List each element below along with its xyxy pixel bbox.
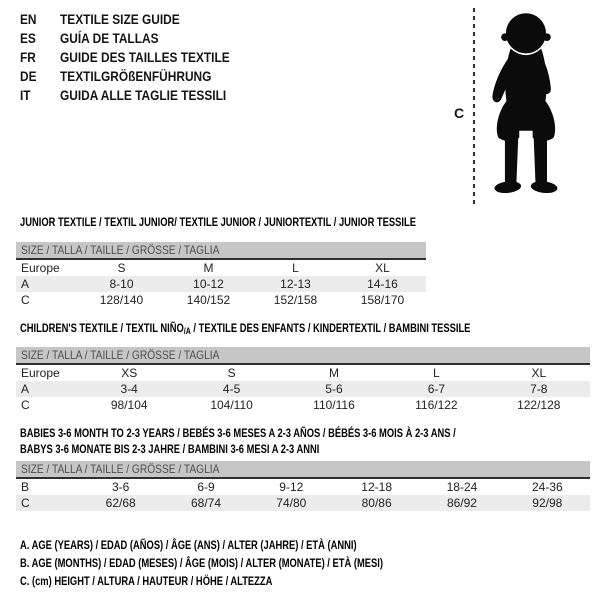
junior-section-title [20, 214, 528, 230]
row-label: Europe [21, 261, 60, 275]
language-label: TEXTILGRÖßENFÜHRUNG [60, 68, 212, 84]
language-code: IT [20, 87, 31, 103]
height-cell: 140/152 [186, 293, 231, 307]
row-label: A [16, 276, 78, 292]
height-cell: 110/116 [313, 398, 355, 412]
legend-line-b-text: B. AGE (MONTHS) / EDAD (MESES) / ÂGE (MOIS) / ALTER (MONATE) / ETÀ (MESI) [20, 556, 383, 570]
baby-silhouette-image [482, 7, 568, 203]
row-label: A [16, 381, 78, 397]
height-cell: 62/68 [78, 495, 163, 511]
language-row-en [20, 10, 260, 29]
junior-size-table [16, 258, 426, 308]
legend-line-c [20, 572, 485, 590]
age-cell: 9-12 [279, 480, 304, 494]
height-measure-label-c: C [454, 105, 465, 121]
height-cell: 116/122 [415, 398, 458, 412]
children-section-title [20, 320, 597, 339]
size-cell: S [117, 261, 126, 275]
language-row-de [20, 67, 260, 86]
children-size-table [16, 363, 590, 413]
babies-section-title [20, 425, 579, 457]
language-row-es [20, 29, 260, 48]
size-header-bar [16, 347, 590, 363]
age-cell: 12-18 [361, 480, 392, 494]
language-code: EN [20, 11, 37, 27]
table-row-age [16, 276, 426, 292]
age-cell: 4-5 [180, 381, 282, 397]
table-row-height [16, 292, 426, 308]
age-cell: 12-13 [252, 276, 339, 292]
size-cell: XS [121, 366, 138, 380]
language-list [20, 10, 260, 105]
babies-section-title-line2: BABYS 3-6 MONATE BIS 2-3 JAHRE / BAMBINI 3-6 MESI A 2-3 ANNI [20, 442, 320, 456]
row-label: Europe [21, 366, 60, 380]
row-label: B [21, 480, 30, 494]
size-header-bar [16, 461, 590, 477]
table-row-age-months [16, 478, 590, 495]
language-code: FR [20, 49, 36, 65]
measurement-legend [20, 536, 485, 590]
height-cell: 122/128 [517, 398, 561, 412]
row-label: C [21, 398, 30, 412]
height-cell: 86/92 [419, 495, 504, 511]
height-cell: 68/74 [163, 495, 248, 511]
age-cell: 24-36 [531, 480, 563, 494]
table-row-height [16, 397, 590, 413]
height-cell: 74/80 [249, 495, 334, 511]
table-row-europe [16, 259, 426, 276]
size-header-label: SIZE / TALLA / TAILLE / GRÖSSE / TAGLIA [21, 462, 220, 476]
junior-section-title-text: JUNIOR TEXTILE / TEXTIL JUNIOR/ TEXTILE JUNIOR / JUNIORTEXTIL / JUNIOR TESSILE [20, 215, 416, 229]
language-label: GUÍA DE TALLAS [60, 30, 159, 46]
table-row-age [16, 381, 590, 397]
age-cell: 7-8 [488, 381, 590, 397]
language-row-it [20, 86, 260, 105]
age-cell: 5-6 [283, 381, 385, 397]
legend-line-a-text: A. AGE (YEARS) / EDAD (AÑOS) / ÂGE (ANS) / ALTER (JAHRE) / ETÀ (ANNI) [20, 538, 357, 552]
age-cell: 3-4 [78, 381, 180, 397]
children-section-title-text: CHILDREN'S TEXTILE / TEXTIL $NIÑO_{/A}$ / TEXTILE DES ENFANTS / KINDERTEXTIL / BAMBINI TESSILE [20, 321, 471, 336]
babies-size-table [16, 477, 590, 511]
title-subscript: /A [183, 326, 191, 336]
age-cell: 6-7 [385, 381, 487, 397]
age-cell: 3-6 [111, 480, 130, 494]
language-code: DE [20, 68, 37, 84]
height-cell: 80/86 [334, 495, 419, 511]
height-cell: 152/158 [273, 293, 318, 307]
size-header-bar [16, 242, 426, 258]
age-cell: 8-10 [78, 276, 165, 292]
height-measure-dashed-line [473, 8, 475, 207]
language-label: TEXTILE SIZE GUIDE [60, 11, 180, 27]
language-label: GUIDA ALLE TAGLIE TESSILI [60, 87, 227, 103]
table-row-height [16, 495, 590, 511]
size-header-label: SIZE / TALLA / TAILLE / GRÖSSE / TAGLIA [21, 243, 220, 257]
size-header-label: SIZE / TALLA / TAILLE / GRÖSSE / TAGLIA [21, 348, 220, 362]
legend-line-c-text: C. (cm) HEIGHT / ALTURA / HAUTEUR / HÖHE / ALTEZZA [20, 574, 273, 588]
age-cell: 18-24 [446, 480, 478, 494]
size-cell: L [292, 261, 299, 275]
height-cell: 104/110 [210, 398, 253, 412]
legend-line-b [20, 554, 485, 572]
age-cell: 14-16 [339, 276, 426, 292]
size-cell: S [227, 366, 236, 380]
row-label: C [16, 495, 78, 511]
height-cell: 92/98 [505, 495, 590, 511]
age-cell: 6-9 [197, 480, 215, 494]
height-cell: 128/140 [99, 293, 144, 307]
language-label: GUIDE DES TAILLES TEXTILE [60, 49, 230, 65]
age-cell: 10-12 [165, 276, 252, 292]
language-code: ES [20, 30, 36, 46]
legend-line-a [20, 536, 485, 554]
height-cell: 98/104 [110, 398, 148, 412]
size-cell: M [203, 261, 214, 275]
table-row-europe [16, 364, 590, 381]
babies-section-title-line1: BABIES 3-6 MONTH TO 2-3 YEARS / BEBÉS 3-6 MESES A 2-3 AÑOS / BÉBÉS 3-6 MOIS À 2-3 ANS / [20, 426, 456, 440]
size-cell: XL [531, 366, 547, 380]
language-row-fr [20, 48, 260, 67]
size-cell: L [433, 366, 440, 380]
size-cell: XL [375, 261, 390, 275]
height-cell: 158/170 [360, 293, 405, 307]
size-cell: M [328, 366, 339, 380]
row-label: C [21, 293, 30, 307]
